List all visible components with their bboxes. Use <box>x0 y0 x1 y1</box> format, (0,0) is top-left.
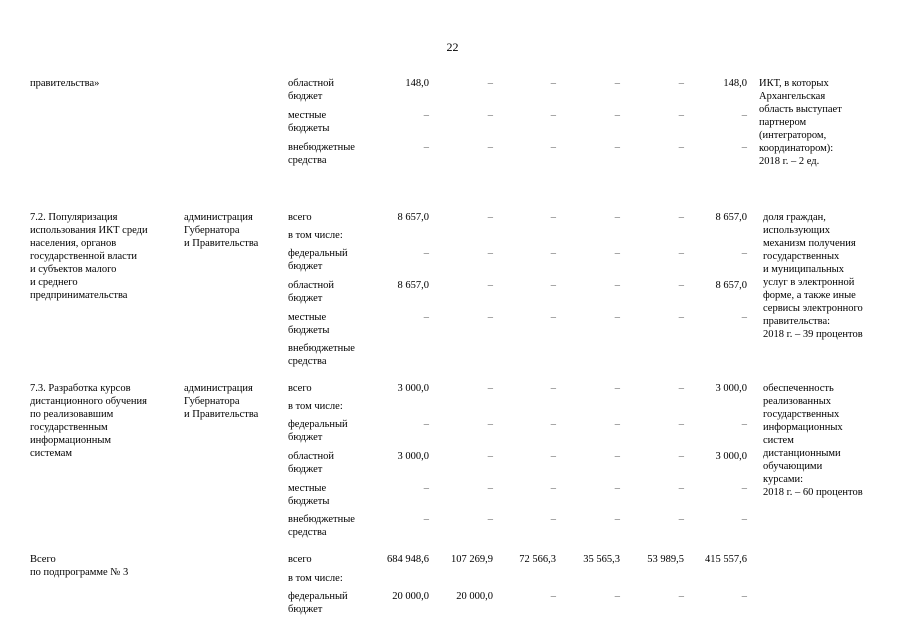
total-value: 415 557,6 <box>705 554 747 565</box>
measure-name: и субъектов малого <box>30 264 117 275</box>
measure-name: информационным <box>30 435 112 446</box>
total-value: 684 948,6 <box>387 554 429 565</box>
measure-7-2-source: всего <box>288 212 312 223</box>
target-indicator: сервисы электронного <box>763 303 863 314</box>
measure-7-2-source: бюджет <box>288 293 323 304</box>
measure-7-3-value: – <box>614 383 620 394</box>
top-source: средства <box>288 155 327 166</box>
measure-7-2-value: – <box>550 248 556 259</box>
executor: Губернатора <box>184 396 240 407</box>
total-source: в том числе: <box>288 573 343 584</box>
measure-7-3-source: в том числе: <box>288 401 343 412</box>
measure-7-3-value: 3 000,0 <box>397 451 429 462</box>
top-source: внебюджетные <box>288 142 355 153</box>
measure-name: населения, органов <box>30 238 117 249</box>
measure-7-3-value: – <box>487 383 493 394</box>
top-value: – <box>614 78 620 89</box>
target-indicator: обеспеченность <box>763 383 834 394</box>
measure-7-2-value: – <box>487 248 493 259</box>
target-indicator: координатором): <box>759 143 834 154</box>
measure-7-3-value: – <box>487 419 493 430</box>
target-indicator: ИКТ, в которых <box>759 78 829 89</box>
measure-7-3-value: – <box>614 514 620 525</box>
measure-7-3-source: бюджет <box>288 464 323 475</box>
measure-7-3-value: – <box>487 483 493 494</box>
measure-7-2-value: – <box>487 312 493 323</box>
measure-name: и среднего <box>30 277 78 288</box>
measure-7-3-value: – <box>550 383 556 394</box>
measure-7-3-value: – <box>487 514 493 525</box>
measure-7-2-source: бюджет <box>288 261 323 272</box>
measure-7-2-value: – <box>487 212 493 223</box>
measure-7-2-value: – <box>614 280 620 291</box>
page-number: 22 <box>446 40 459 54</box>
total-source: федеральный <box>288 591 348 602</box>
measure-7-3-value: 3 000,0 <box>715 451 747 462</box>
target-indicator: реализованных <box>763 396 832 407</box>
total-value: 72 566,3 <box>519 554 556 565</box>
measure-7-2-value: – <box>487 280 493 291</box>
measure-7-3-value: – <box>614 483 620 494</box>
measure-name: 7.2. Популяризация <box>30 212 118 223</box>
top-value: 148,0 <box>405 78 429 89</box>
measure-7-3-value: – <box>423 483 429 494</box>
target-indicator: курсами: <box>763 474 804 485</box>
measure-7-3-value: – <box>550 419 556 430</box>
target-indicator: дистанционными <box>763 448 841 459</box>
measure-7-2-value: 8 657,0 <box>715 280 747 291</box>
total-value: – <box>614 591 620 602</box>
measure-7-2-source: местные <box>288 312 327 323</box>
executor: администрация <box>184 383 253 394</box>
executor: и Правительства <box>184 409 259 420</box>
target-indicator: механизм получения <box>763 238 856 249</box>
total-value: 53 989,5 <box>647 554 684 565</box>
top-value: – <box>487 78 493 89</box>
top-source: местные <box>288 110 327 121</box>
total-value: – <box>550 591 556 602</box>
top-value: – <box>741 142 747 153</box>
measure-7-3-value: – <box>678 419 684 430</box>
top-source: бюджеты <box>288 123 330 134</box>
measure-7-3-value: – <box>550 483 556 494</box>
target-indicator: использующих <box>763 225 831 236</box>
top-value: – <box>550 142 556 153</box>
measure-7-3-source: областной <box>288 451 334 462</box>
top-value: – <box>741 110 747 121</box>
measure-7-3-source: средства <box>288 527 327 538</box>
target-indicator: 2018 г. – 39 процентов <box>763 329 863 340</box>
top-value: – <box>678 78 684 89</box>
measure-7-3-value: – <box>423 514 429 525</box>
measure-7-2-value: – <box>678 280 684 291</box>
total-label: по подпрограмме № 3 <box>30 567 129 578</box>
measure-7-2-value: – <box>741 312 747 323</box>
measure-7-2-value: 8 657,0 <box>397 212 429 223</box>
measure-7-3-value: – <box>741 514 747 525</box>
measure-7-2-source: в том числе: <box>288 230 343 241</box>
measure-7-3-value: 3 000,0 <box>397 383 429 394</box>
total-value: – <box>741 591 747 602</box>
target-indicator: партнером <box>759 117 807 128</box>
executor: Губернатора <box>184 225 240 236</box>
measure-7-2-source: внебюджетные <box>288 343 355 354</box>
target-indicator: Архангельская <box>759 91 826 102</box>
top-source: областной <box>288 78 334 89</box>
target-indicator: область выступает <box>759 104 842 115</box>
total-source: всего <box>288 554 312 565</box>
top-value: – <box>614 110 620 121</box>
measure-7-3-source: всего <box>288 383 312 394</box>
measure-name: правительства» <box>30 78 100 89</box>
target-indicator: форме, а также иные <box>763 290 856 301</box>
total-source: бюджет <box>288 604 323 615</box>
measure-7-2-source: бюджеты <box>288 325 330 336</box>
top-value: – <box>678 110 684 121</box>
measure-7-3-value: – <box>487 451 493 462</box>
measure-7-2-source: федеральный <box>288 248 348 259</box>
measure-7-2-value: – <box>423 312 429 323</box>
target-indicator: государственных <box>763 251 840 262</box>
measure-7-3-source: местные <box>288 483 327 494</box>
measure-7-3-source: бюджет <box>288 432 323 443</box>
measure-7-2-value: – <box>614 248 620 259</box>
top-value: 148,0 <box>723 78 747 89</box>
measure-7-2-value: – <box>550 312 556 323</box>
executor: и Правительства <box>184 238 259 249</box>
total-value: 35 565,3 <box>583 554 620 565</box>
measure-7-2-value: 8 657,0 <box>397 280 429 291</box>
measure-7-3-value: – <box>741 483 747 494</box>
measure-7-3-source: внебюджетные <box>288 514 355 525</box>
measure-name: государственной власти <box>30 251 138 262</box>
measure-7-2-source: средства <box>288 356 327 367</box>
total-label: Всего <box>30 554 56 565</box>
top-value: – <box>423 142 429 153</box>
target-indicator: услуг в электронной <box>763 277 855 288</box>
total-value: – <box>678 591 684 602</box>
top-value: – <box>550 78 556 89</box>
measure-name: по реализовавшим <box>30 409 114 420</box>
measure-7-2-value: – <box>614 212 620 223</box>
target-indicator: правительства: <box>763 316 831 327</box>
measure-name: предпринимательства <box>30 290 128 301</box>
target-indicator: информационных <box>763 422 843 433</box>
measure-7-3-source: федеральный <box>288 419 348 430</box>
top-value: – <box>678 142 684 153</box>
top-source: бюджет <box>288 91 323 102</box>
measure-7-3-source: бюджеты <box>288 496 330 507</box>
target-indicator: 2018 г. – 60 процентов <box>763 487 863 498</box>
target-indicator: государственных <box>763 409 840 420</box>
measure-7-2-value: 8 657,0 <box>715 212 747 223</box>
measure-7-3-value: – <box>678 451 684 462</box>
measure-name: дистанционного обучения <box>30 396 147 407</box>
target-indicator: обучающими <box>763 461 823 472</box>
top-value: – <box>487 142 493 153</box>
measure-7-2-source: областной <box>288 280 334 291</box>
top-value: – <box>423 110 429 121</box>
measure-7-2-value: – <box>678 312 684 323</box>
target-indicator: систем <box>763 435 794 446</box>
measure-7-3-value: – <box>550 514 556 525</box>
measure-7-3-value: – <box>423 419 429 430</box>
measure-7-3-value: 3 000,0 <box>715 383 747 394</box>
measure-7-3-value: – <box>678 383 684 394</box>
target-indicator: 2018 г. – 2 ед. <box>759 156 820 167</box>
measure-7-2-value: – <box>614 312 620 323</box>
measure-name: 7.3. Разработка курсов <box>30 383 131 394</box>
target-indicator: (интегратором, <box>759 130 827 141</box>
top-value: – <box>614 142 620 153</box>
measure-7-3-value: – <box>678 514 684 525</box>
executor: администрация <box>184 212 253 223</box>
measure-name: использования ИКТ среди <box>30 225 148 236</box>
measure-7-2-value: – <box>678 248 684 259</box>
measure-7-2-value: – <box>423 248 429 259</box>
measure-7-2-value: – <box>550 280 556 291</box>
measure-name: государственным <box>30 422 108 433</box>
measure-name: системам <box>30 448 73 459</box>
measure-7-3-value: – <box>614 451 620 462</box>
measure-7-2-value: – <box>550 212 556 223</box>
top-value: – <box>487 110 493 121</box>
target-indicator: и муниципальных <box>763 264 844 275</box>
measure-7-2-value: – <box>741 248 747 259</box>
total-value: 107 269,9 <box>451 554 493 565</box>
target-indicator: доля граждан, <box>763 212 826 223</box>
measure-7-3-value: – <box>614 419 620 430</box>
total-value: 20 000,0 <box>456 591 493 602</box>
measure-7-3-value: – <box>550 451 556 462</box>
measure-7-2-value: – <box>678 212 684 223</box>
measure-7-3-value: – <box>741 419 747 430</box>
top-value: – <box>550 110 556 121</box>
total-value: 20 000,0 <box>392 591 429 602</box>
measure-7-3-value: – <box>678 483 684 494</box>
